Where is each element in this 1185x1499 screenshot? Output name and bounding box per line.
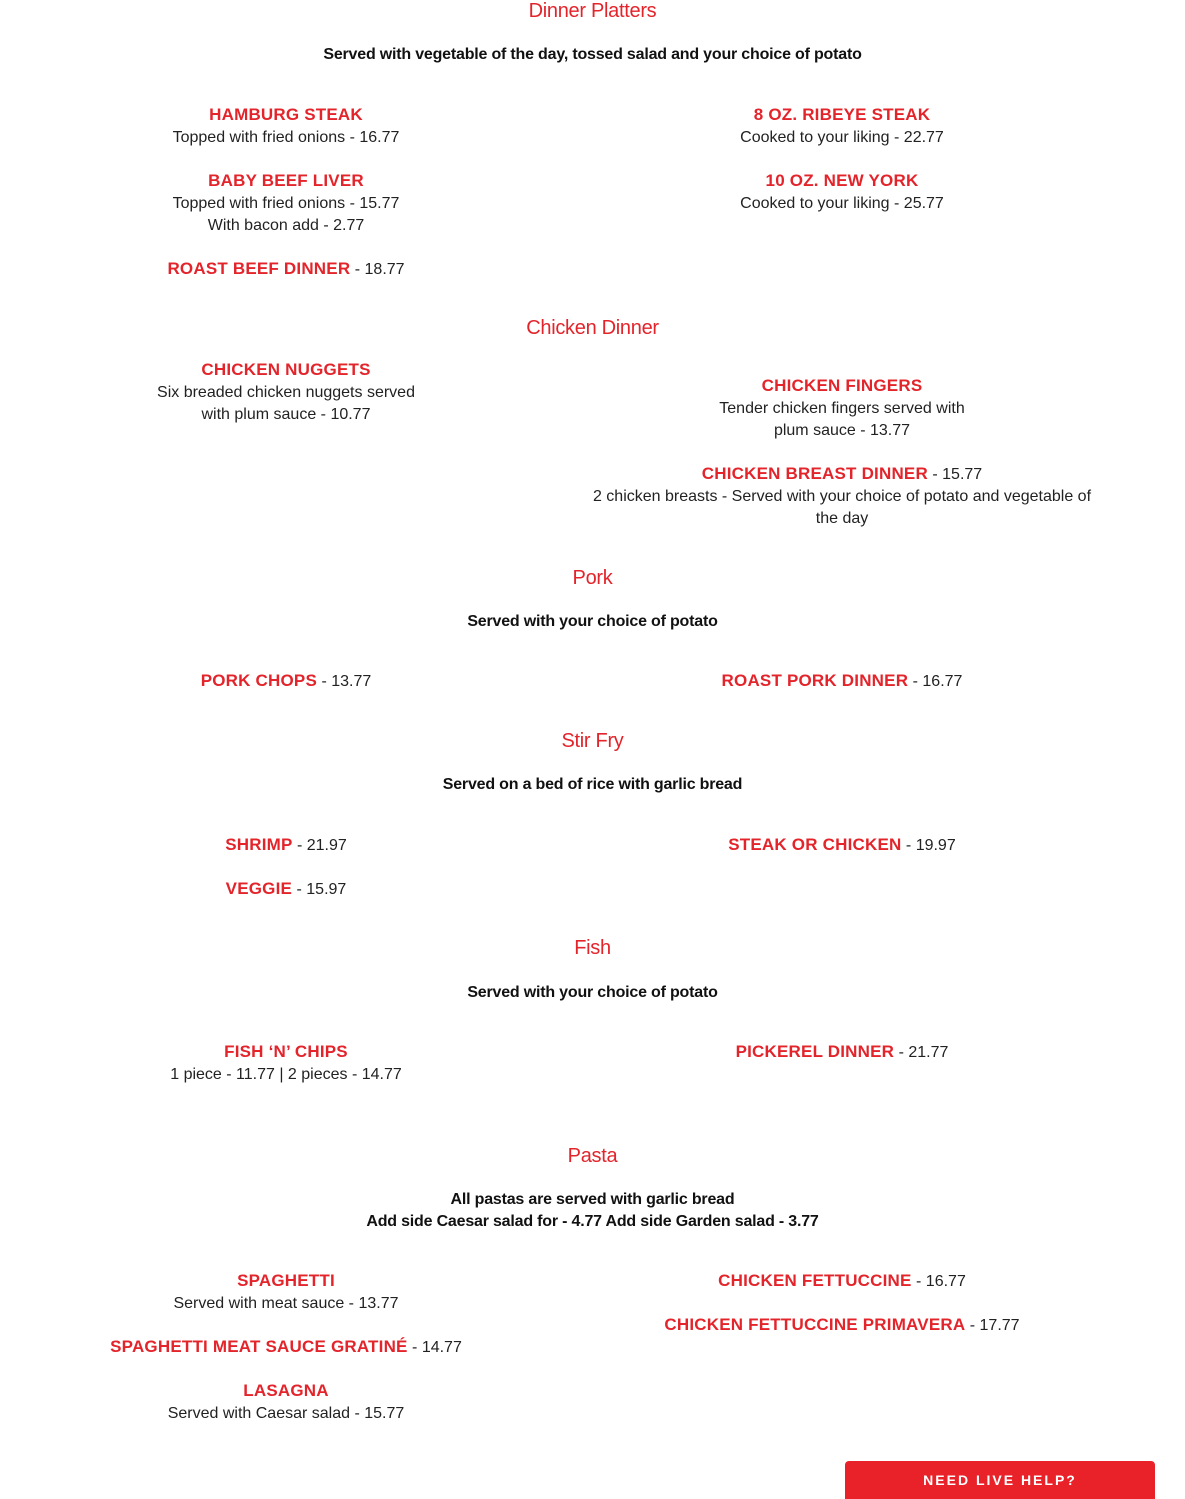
section-title-pasta: Pasta bbox=[567, 1145, 618, 1167]
item-name: ROAST PORK DINNER bbox=[721, 671, 909, 690]
section-subtitle-fish: Served with your choice of potato bbox=[467, 984, 718, 1001]
item-description: Topped with fried onions - 16.77 bbox=[172, 129, 400, 146]
menu-item-pork-chops bbox=[60, 670, 512, 693]
menu-item-baby-beef-liver bbox=[60, 170, 512, 237]
item-description: Served with meat sauce - 13.77 bbox=[173, 1295, 399, 1312]
item-name: CHICKEN FETTUCCINE PRIMAVERA bbox=[664, 1315, 966, 1334]
section-title-pork: Pork bbox=[572, 567, 613, 589]
menu-item-lasagna bbox=[60, 1380, 512, 1425]
menu-item-pickerel-dinner bbox=[580, 1041, 1104, 1064]
menu-item-chicken-fettuccine bbox=[580, 1270, 1104, 1293]
section-title-stir-fry: Stir Fry bbox=[561, 730, 624, 752]
item-description: Cooked to your liking - 25.77 bbox=[740, 195, 944, 212]
item-price: - 14.77 bbox=[407, 1339, 462, 1356]
section-title-chicken-dinner: Chicken Dinner bbox=[526, 317, 659, 339]
menu-item-spaghetti bbox=[60, 1270, 512, 1315]
menu-item-chicken-fettuccine-primavera bbox=[580, 1314, 1104, 1337]
item-name: 8 OZ. RIBEYE STEAK bbox=[753, 105, 931, 124]
item-price: - 19.97 bbox=[901, 837, 956, 854]
item-price: - 13.77 bbox=[317, 673, 372, 690]
item-name: STEAK OR CHICKEN bbox=[728, 835, 902, 854]
section-title-dinner-platters: Dinner Platters bbox=[528, 0, 657, 22]
item-name: VEGGIE bbox=[225, 879, 293, 898]
item-description: Cooked to your liking - 22.77 bbox=[740, 129, 944, 146]
item-price: - 15.97 bbox=[292, 881, 347, 898]
need-live-help-button[interactable]: NEED LIVE HELP? bbox=[845, 1461, 1155, 1499]
menu-item-roast-beef-dinner bbox=[60, 258, 512, 281]
menu-item-hamburg-steak bbox=[60, 104, 512, 149]
item-description-extra: With bacon add - 2.77 bbox=[207, 217, 365, 234]
section-subtitle-pasta: All pastas are served with garlic bread bbox=[450, 1191, 735, 1208]
item-name: CHICKEN BREAST DINNER bbox=[701, 464, 928, 483]
item-name: 10 OZ. NEW YORK bbox=[765, 171, 919, 190]
item-price: - 16.77 bbox=[911, 1273, 966, 1290]
menu-item-spaghetti-gratine bbox=[60, 1336, 512, 1359]
section-subtitle-pork: Served with your choice of potato bbox=[467, 613, 718, 630]
menu-item-fish-n-chips bbox=[60, 1041, 512, 1086]
menu-item-shrimp bbox=[60, 834, 512, 857]
menu-item-roast-pork-dinner bbox=[580, 670, 1104, 693]
item-name: PICKEREL DINNER bbox=[735, 1042, 895, 1061]
item-name: SPAGHETTI bbox=[237, 1271, 335, 1290]
item-price: - 18.77 bbox=[350, 261, 405, 278]
section-title-fish: Fish bbox=[574, 937, 611, 959]
item-name: LASAGNA bbox=[243, 1381, 329, 1400]
item-price: - 21.97 bbox=[292, 837, 347, 854]
item-description-extra: with plum sauce - 10.77 bbox=[201, 406, 371, 423]
section-subtitle-pasta-salad: Add side Caesar salad for - 4.77 Add side Garden salad - 3.77 bbox=[366, 1213, 819, 1230]
item-description-extra: plum sauce - 13.77 bbox=[773, 422, 911, 439]
item-name: CHICKEN FINGERS bbox=[761, 376, 923, 395]
menu-item-ribeye-steak bbox=[580, 104, 1104, 149]
menu-item-new-york-steak bbox=[580, 170, 1104, 215]
item-description: 2 chicken breasts - Served with your choice of potato and vegetable of the day bbox=[592, 488, 1092, 527]
item-name: PORK CHOPS bbox=[200, 671, 318, 690]
item-description: Six breaded chicken nuggets served bbox=[157, 384, 415, 401]
section-subtitle-dinner-platters: Served with vegetable of the day, tossed salad and your choice of potato bbox=[323, 46, 862, 63]
item-price: - 17.77 bbox=[965, 1317, 1020, 1334]
menu-item-chicken-nuggets bbox=[60, 359, 512, 426]
item-description: 1 piece - 11.77 | 2 pieces - 14.77 bbox=[170, 1066, 402, 1083]
item-name: SHRIMP bbox=[225, 835, 293, 854]
item-price: - 15.77 bbox=[927, 466, 983, 483]
item-name: BABY BEEF LIVER bbox=[208, 171, 364, 190]
item-description: Topped with fried onions - 15.77 bbox=[172, 195, 400, 212]
item-description: Served with Caesar salad - 15.77 bbox=[167, 1405, 405, 1422]
item-name: FISH ‘N’ CHIPS bbox=[224, 1042, 348, 1061]
item-name: ROAST BEEF DINNER bbox=[167, 259, 351, 278]
item-price: - 21.77 bbox=[894, 1044, 949, 1061]
item-name: SPAGHETTI MEAT SAUCE GRATINÉ bbox=[110, 1337, 408, 1356]
menu-item-steak-or-chicken bbox=[580, 834, 1104, 857]
item-name: CHICKEN FETTUCCINE bbox=[718, 1271, 912, 1290]
item-name: CHICKEN NUGGETS bbox=[201, 360, 371, 379]
item-name: HAMBURG STEAK bbox=[209, 105, 363, 124]
menu-item-chicken-breast-dinner bbox=[580, 463, 1104, 530]
menu-item-veggie bbox=[60, 878, 512, 901]
item-price: - 16.77 bbox=[908, 673, 963, 690]
menu-item-chicken-fingers bbox=[580, 375, 1104, 442]
section-subtitle-stir-fry: Served on a bed of rice with garlic bread bbox=[442, 776, 743, 793]
item-description: Tender chicken fingers served with bbox=[719, 400, 965, 417]
